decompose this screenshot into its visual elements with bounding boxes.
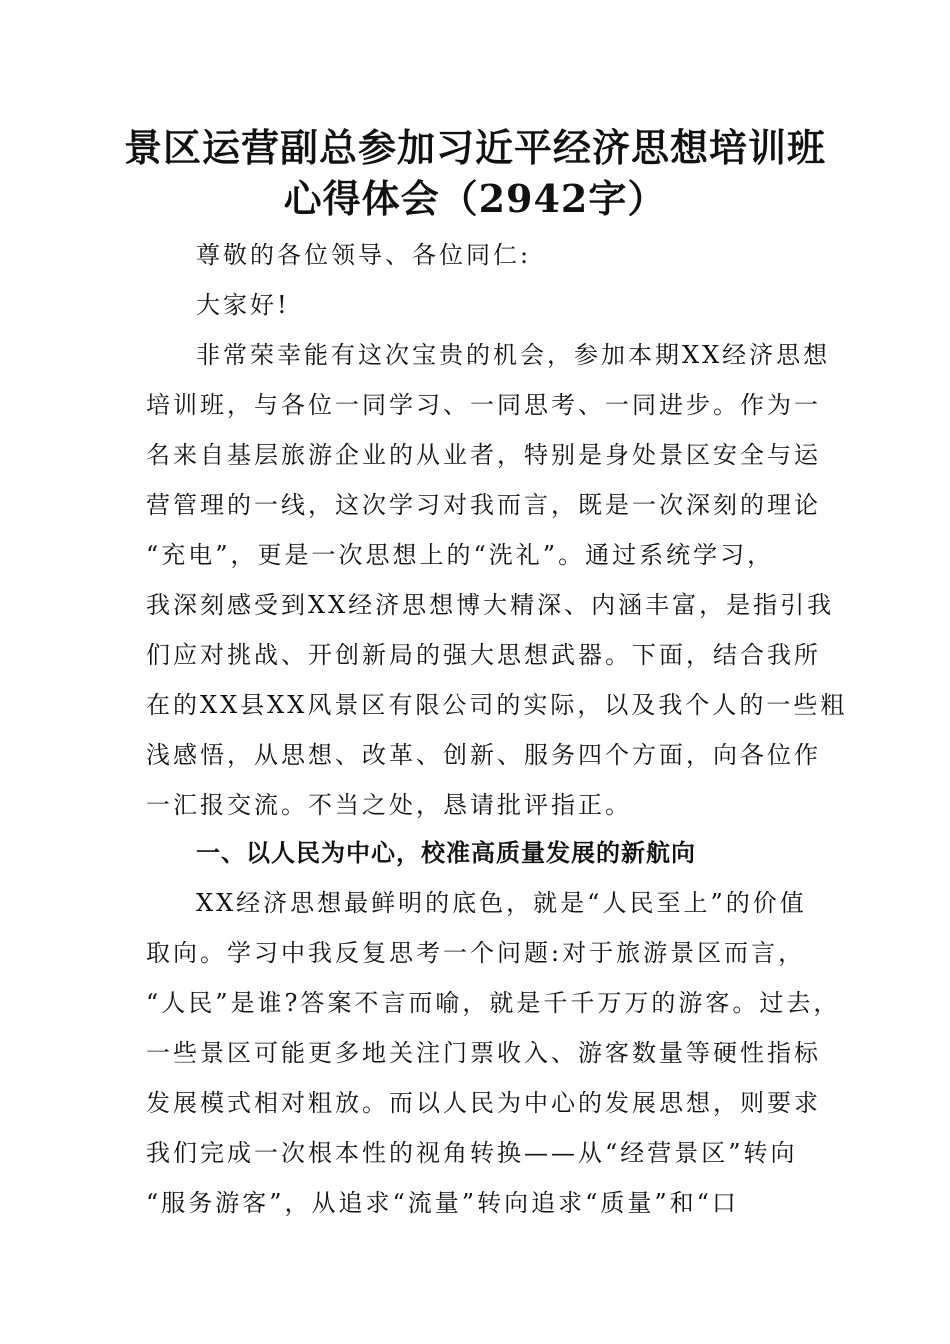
paragraph-1-line: 营管理的一线，这次学习对我而言，既是一次深刻的理论	[146, 491, 821, 519]
paragraph-1-line: 一汇报交流。不当之处，恳请批评指正。	[146, 791, 632, 819]
section-heading-1: 一、以人民为中心，校准高质量发展的新航向	[196, 839, 696, 867]
paragraph-2-line: “服务游客”，从追求“流量”转向追求“质量”和“口	[146, 1189, 739, 1217]
document-title-line-1: 景区运营副总参加习近平经济思想培训班	[123, 125, 826, 170]
salutation: 尊敬的各位领导、各位同仁:	[196, 241, 532, 269]
paragraph-2-line: 我们完成一次根本性的视角转换——从“经营景区”转向	[146, 1139, 798, 1167]
paragraph-1-line: 们应对挑战、开创新局的强大思想武器。下面，结合我所	[146, 641, 821, 669]
paragraph-2-line: 取向。学习中我反复思考一个问题:对于旅游景区而言，	[146, 939, 806, 967]
paragraph-1-line: 在的XX县XX风景区有限公司的实际，以及我个人的一些粗	[146, 691, 848, 719]
paragraph-1-line: 我深刻感受到XX经济思想博大精深、内涵丰富，是指引我	[146, 591, 835, 619]
paragraph-1-line: 浅感悟，从思想、改革、创新、服务四个方面，向各位作	[146, 741, 821, 769]
paragraph-1-line: “充电”，更是一次思想上的“洗礼”。通过系统学习，	[146, 541, 775, 569]
paragraph-1-line: 名来自基层旅游企业的从业者，特别是身处景区安全与运	[146, 441, 821, 469]
paragraph-2-line: XX经济思想最鲜明的底色，就是“人民至上”的价值	[196, 889, 807, 917]
document-title-line-2: 心得体会（2942字）	[283, 176, 667, 221]
paragraph-1-line: 培训班，与各位一同学习、一同思考、一同进步。作为一	[146, 391, 821, 419]
greeting: 大家好!	[196, 291, 290, 319]
paragraph-2-line: 一些景区可能更多地关注门票收入、游客数量等硬性指标	[146, 1039, 821, 1067]
paragraph-2-line: “人民”是谁?答案不言而喻，就是千千万万的游客。过去，	[146, 989, 841, 1017]
paragraph-1-line: 非常荣幸能有这次宝贵的机会，参加本期XX经济思想	[196, 341, 831, 369]
paragraph-2-line: 发展模式相对粗放。而以人民为中心的发展思想，则要求	[146, 1089, 821, 1117]
